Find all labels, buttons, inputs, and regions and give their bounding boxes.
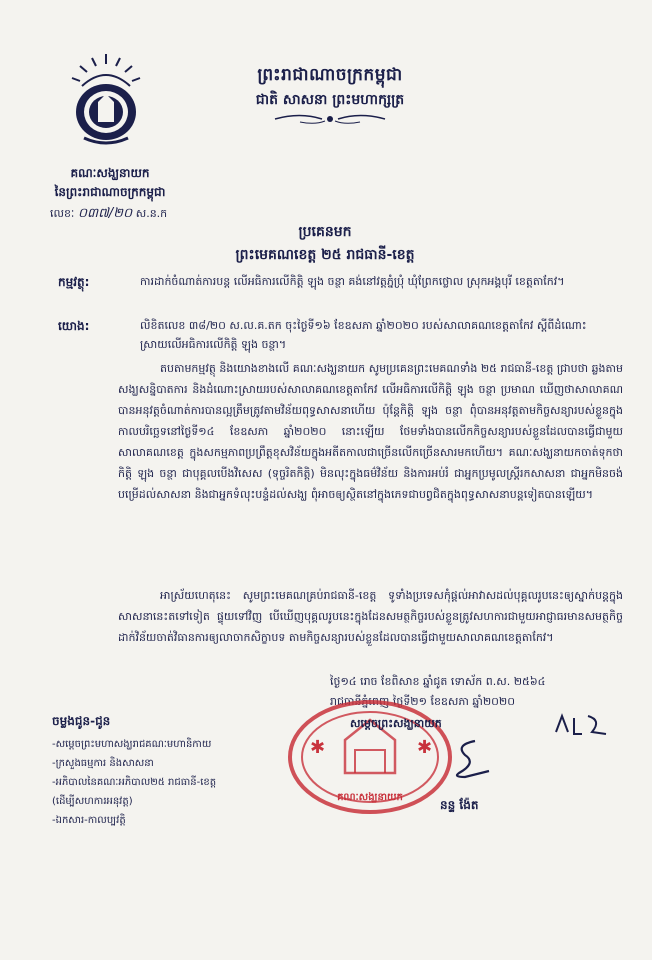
ref-suffix: ស.ន.ក xyxy=(135,207,168,220)
flourish-divider xyxy=(270,112,390,126)
svg-text:✱: ✱ xyxy=(417,737,433,758)
reference-label: យោង: xyxy=(58,319,90,333)
body-paragraph-1 xyxy=(118,358,623,505)
lunar-date: ថ្ងៃ១៤ រោច ខែពិសាខ ឆ្នាំជូត ទោស័ក ព.ស. ២៥៦៤ xyxy=(330,675,546,688)
topic-label: កម្មវត្ថុ: xyxy=(58,275,90,289)
official-seal-icon xyxy=(285,695,455,815)
signatory-name: នន្ទ ង៉ែត xyxy=(440,798,479,812)
cc-item: -អភិបាលនៃគណៈអភិបាល២៥ រាជធានី-ខេត្ត xyxy=(52,777,217,788)
paragraph-2-text: អាស្រ័យហេតុនេះ សូមព្រះមេគណគ្រប់រាជធានី-ខេត្ត ទូទាំងប្រទេសកុំផ្តល់អាវាសដល់បុគ្គលរូបនេះឲ្យស្នាក់បន្តក្នុងសាសនានេះតទៅទៀត ផ្ទុយទៅវិញ បើឃើញបុគ្គលរូបនេះក្នុងដែនសមត្ថកិច្ចរបស់ខ្លួនត្រូវសហការជាមួយអាជ្ញាធរមានសមត្ថកិច្ចដាក់វិន័យចាត់វិធានការឲ្យលាចាកសិក្ខាបទ តាមកិច្ចសន្យារបស់ខ្លួនដែលបានធ្វើជាមួយសាលាគណខេត្តតាកែវ។ xyxy=(118,589,623,644)
cc-item: -ឯកសារ-កាលប្បវត្តិ xyxy=(52,815,126,826)
issuer-line-2: នៃព្រះរាជាណាចក្រកម្ពុជា xyxy=(54,185,166,199)
emblem-icon xyxy=(62,50,150,150)
topic-text: ការដាក់ចំណាត់ការបន្ត លើអធិការលើកិត្តិ ឡុង ចន្ថា គង់នៅវត្តភ្នំប្រុំ ឃុំព្រែកថ្លោល ស្រុកអង្គបុរី ខេត្តតាកែវ។ xyxy=(140,275,565,288)
national-motto: ជាតិ សាសនា ព្រះមហាក្សត្រ xyxy=(255,92,405,108)
issuer-line-1: គណៈសង្ឃនាយក xyxy=(70,166,150,180)
cc-item: -សម្តេចព្រះមហាសង្ឃរាជគណៈមហានិកាយ xyxy=(52,739,212,750)
ref-prefix: លេខៈ xyxy=(50,207,75,220)
kingdom-title: ព្រះរាជាណាចក្រកម្ពុជា xyxy=(257,65,403,85)
handwritten-signature-icon xyxy=(445,733,495,783)
paragraph-1-text: តបតាមកម្មវត្ថុ និងយោងខាងលើ គណៈសង្ឃនាយក សូមប្រគេនព្រះមេគណទាំង ២៥ រាជធានី-ខេត្ត ជ្រាបថា ឆ្លងតាមសង្ឃសន្និបាតការ និងដំណោះស្រាយរបស់សាលាគណខេត្តតាកែវ លើអធិការលើកិត្តិ ឡុង ចន្ថា ប្រមាណ ឃើញថាសាលាគណបានអនុវត្តចំណាត់ការបានល្អត្រឹមត្រូវតាមវិន័យពុទ្ធសាសនាហើយ ប៉ុន្តែកិត្តិ ឡុង ចន្ថា ពុំបានអនុវត្តតាមកិច្ចសន្យារបស់ខ្លួនក្នុងកាលបរិច្ឆេទនៅថ្ងៃទី១៤ ខែឧសភា ឆ្នាំ២០២០ នោះឡើយ ថែមទាំងបានលើកកិច្ចសន្យារបស់ខ្លួនដែលបានធ្វើជាមួយសាលាគណខេត្ត ក្នុងសកម្មភាពប្រព្រឹត្តខុសវិន័យក្នុងអតីតកាលជាច្រើនលើកច្រើនសារមកហើយ។ គណៈសង្ឃនាយកចាត់ទុកថា កិត្តិ ឡុង ចន្ថា ជាបុគ្គលបើងវិសេស (ទុច្ចរិតកិត្តិ) មិនលុះក្នុងធម៌វិន័យ និងការអប់រំ ជាអ្នកប្រមូលស្ត្រីរកសាសនា ជាអ្នកមិនចង់បម្រើដល់សាសនា និងជាអ្នកទំលុះបន្ទំដល់សង្ឃ ពុំអាចឲ្យស្ថិតនៅក្នុងភេទជាបព្វជិតក្នុងពុទ្ធសាសនាបន្តទៀតបានឡើយ។ xyxy=(118,362,623,501)
seal-text: គណៈសង្ឃនាយក xyxy=(337,792,403,803)
reference-text: លិខិតលេខ ៣៨/២០ ស.ល.គ.តក ចុះថ្ងៃទី១៦ ខែឧសភា ឆ្នាំ២០២០ របស់សាលាគណខេត្តតាកែវ ស្តីពីដំណោះស្រាយលើអធិការលើកិត្តិ ឡុង ចន្ថា។ xyxy=(140,319,587,351)
svg-text:✱: ✱ xyxy=(310,737,326,758)
cc-item: (ដើម្បីសហការអនុវត្ត) xyxy=(52,796,133,807)
reference-number xyxy=(50,205,200,224)
initials-mark-icon xyxy=(552,710,612,740)
subject-title: ប្រគេនមក xyxy=(298,224,352,240)
cc-list xyxy=(52,735,282,830)
solar-date: រាជធានីភ្នំពេញ ថ្ងៃទី២១ ខែឧសភា ឆ្នាំ២០២០ xyxy=(330,695,516,708)
body-paragraph-2 xyxy=(118,585,623,648)
subject-recipient: ព្រះមេគណខេត្ត ២៥ រាជធានី-ខេត្ត xyxy=(235,247,415,263)
cc-heading: ចម្លងជូន-ជូន xyxy=(52,714,111,728)
cc-item: -ក្រសួងធម្មការ និងសាសនា xyxy=(52,758,154,769)
signatory-title: សម្តេចព្រះសង្ឃនាយក xyxy=(350,717,442,730)
ref-number: ០៣៧/២០ xyxy=(77,206,133,221)
